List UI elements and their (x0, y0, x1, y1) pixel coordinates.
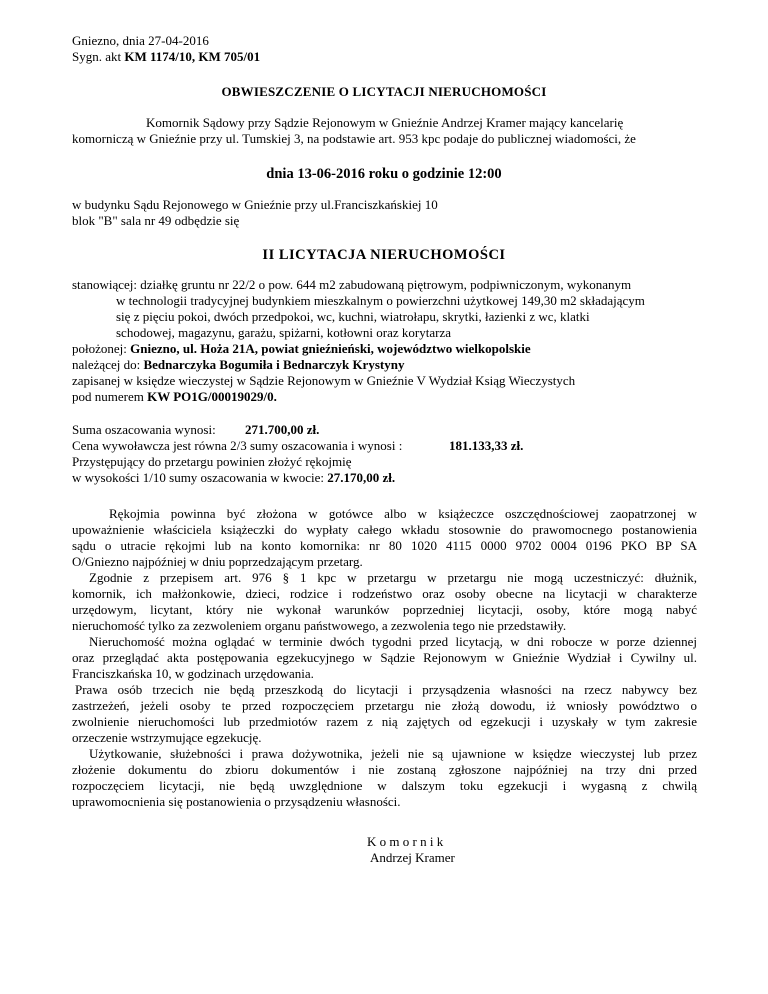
terms-p3-line-1: Nieruchomość można oglądać w terminie dwóch tygodni przed licytacją, w dni robocze w porze dziennej (89, 634, 697, 649)
terms-p5-line-3: rozpoczęciem licytacji, nie będą uwzględnione w dalszym toku egzekucji i wygasną z chwilą (72, 778, 697, 793)
terms-p2-line-4: nieruchomość tylko za zezwoleniem organu państwowego, a zezwolenia tego nie przedstawiły. (72, 618, 567, 633)
terms-p4-line-2: zastrzeżeń, jeżeli osoby te przed rozpoczęciem przetargu nie złożą dowodu, iż wniosły powództwo o (72, 698, 697, 713)
terms-p4-line-4: orzeczenie wstrzymujące egzekucję. (72, 730, 262, 745)
property-line-2: w technologii tradycyjnej budynkiem mieszkalnym o powierzchni użytkowej 149,30 m2 składającym (116, 293, 645, 308)
intro-line-1: Komornik Sądowy przy Sądzie Rejonowym w Gnieźnie Andrzej Kramer mający kancelarię (146, 115, 624, 130)
terms-p2-line-1: Zgodnie z przepisem art. 976 § 1 kpc w przetargu w przetargu nie mogą uczestniczyć: dłużnik, (89, 570, 697, 585)
deposit-value: 27.170,00 zł. (327, 470, 396, 485)
terms-paragraph-easements (72, 746, 697, 810)
signature-role: K o m o r n i k (367, 834, 444, 849)
estimate-label: Suma oszacowania wynosi: (72, 422, 216, 437)
terms-p4-line-1: Prawa osób trzecich nie będą przeszkodą do licytacji i przysądzenia własności na rzecz nabywcy bez (75, 682, 697, 697)
deposit-line-2 (72, 470, 395, 486)
terms-p4-line-3: zwolnienie nieruchomości lub przedmiotów razem z nią zajętych od egzekucji i uzyskały w tym zakresie (72, 714, 697, 729)
property-owner-label: należącej do: (72, 357, 144, 372)
starting-price-label: Cena wywoławcza jest równa 2/3 sumy oszacowania i wynosi : (72, 438, 403, 453)
property-location (72, 341, 531, 357)
property-line-3: się z pięciu pokoi, dwóch przedpokoi, wc, kuchni, wiatrołapu, skrytki, łazienki z wc, klatki (116, 309, 590, 324)
terms-p3-line-3: Franciszkańska 10, w godzinach urzędowania. (72, 666, 314, 681)
location-line-1: w budynku Sądu Rejonowego w Gnieźnie przy ul.Franciszkańskiej 10 (72, 197, 438, 212)
terms-p1-line-1: Rękojmia powinna być złożona w gotówce albo w książeczce oszczędnościowej zaopatrzonej w (109, 506, 697, 521)
case-signature (72, 49, 260, 65)
terms-paragraph-deposit (72, 506, 697, 570)
property-description (72, 277, 645, 341)
estimate-value: 271.700,00 zł. (245, 422, 320, 437)
place-date: Gniezno, dnia 27-04-2016 (72, 33, 209, 48)
case-signature-label: Sygn. akt (72, 49, 125, 64)
land-register-number-value: KW PO1G/00019029/0. (147, 389, 277, 404)
property-location-value: Gniezno, ul. Hoża 21A, powiat gnieźnieński, województwo wielkopolskie (130, 341, 531, 356)
intro-line-2: komorniczą w Gnieźnie przy ul. Tumskiej 3, na podstawie art. 953 kpc podaje do publicznej wiadomości, że (72, 131, 636, 146)
terms-p1-line-2: upoważnienie właściciela książeczki do wypłaty całego wkładu stosownie do prawomocnego postanowienia (72, 522, 697, 537)
document-title: OBWIESZCZENIE O LICYTACJI NIERUCHOMOŚCI (221, 84, 547, 99)
property-owner-value: Bednarczyka Bogumiła i Bednarczyk Krystyny (143, 357, 405, 372)
terms-p1-line-4: O/Gniezno najpóźniej w dniu poprzedzającym przetarg. (72, 554, 363, 569)
property-line-1: stanowiącej: działkę gruntu nr 22/2 o pow. 644 m2 zabudowaną piętrowym, podpiwniczonym, wykonanym (72, 277, 632, 292)
starting-price-value: 181.133,33 zł. (449, 438, 524, 453)
terms-paragraph-viewing (72, 634, 697, 682)
land-register-number-label: pod numerem (72, 389, 148, 404)
auction-title: II LICYTACJA NIERUCHOMOŚCI (262, 247, 506, 263)
signature-name: Andrzej Kramer (370, 850, 455, 865)
deposit-line-1: Przystępujący do przetargu powinien złożyć rękojmię (72, 454, 352, 469)
terms-p5-line-1: Użytkowanie, służebności i prawa dożywotnika, jeżeli nie są ujawnione w księdze wieczystej lub przez (89, 746, 697, 761)
terms-paragraph-exclusions (72, 570, 697, 634)
property-owner (72, 357, 404, 373)
terms-paragraph-third-parties (72, 682, 697, 746)
terms-p5-line-2: złożenie dokumentu do zbioru dokumentów i nie zostaną zgłoszone najpóźniej na trzy dni przed (72, 762, 697, 777)
location-line-2: blok "B" sala nr 49 odbędzie się (72, 213, 240, 228)
land-register-line: zapisanej w księdze wieczystej w Sądzie Rejonowym w Gnieźnie V Wydział Ksiąg Wieczystych (72, 373, 576, 388)
terms-p2-line-2: komornik, ich małżonkowie, dzieci, rodzice i rodzeństwo oraz osoby obecne na licytacji w charakterze (72, 586, 697, 601)
land-register-number (72, 389, 277, 405)
terms-p5-line-4: uprawomocnienia się postanowienia o przysądzeniu własności. (72, 794, 401, 809)
deposit-label: w wysokości 1/10 sumy oszacowania w kwocie: (72, 470, 328, 485)
terms-p1-line-3: sądu o utracie rękojmi lub na konto komornika: nr 80 1020 4115 0000 9702 0004 0196 PKO BP SA (72, 538, 697, 553)
terms-p2-line-3: urzędowym, licytant, który nie wykonał warunków poprzedniej licytacji, osoby, które mogą nabyć (72, 602, 697, 617)
case-signature-value: KM 1174/10, KM 705/01 (124, 49, 261, 64)
property-line-4: schodowej, magazynu, garażu, spiżarni, kotłowni oraz korytarza (116, 325, 451, 340)
terms-p3-line-2: oraz przeglądać akta postępowania egzekucyjnego w Sądzie Rejonowym w Gnieźnie Wydział i Cywilny ul. (72, 650, 697, 665)
property-location-label: położonej: (72, 341, 131, 356)
auction-date: dnia 13-06-2016 roku o godzinie 12:00 (266, 166, 502, 182)
